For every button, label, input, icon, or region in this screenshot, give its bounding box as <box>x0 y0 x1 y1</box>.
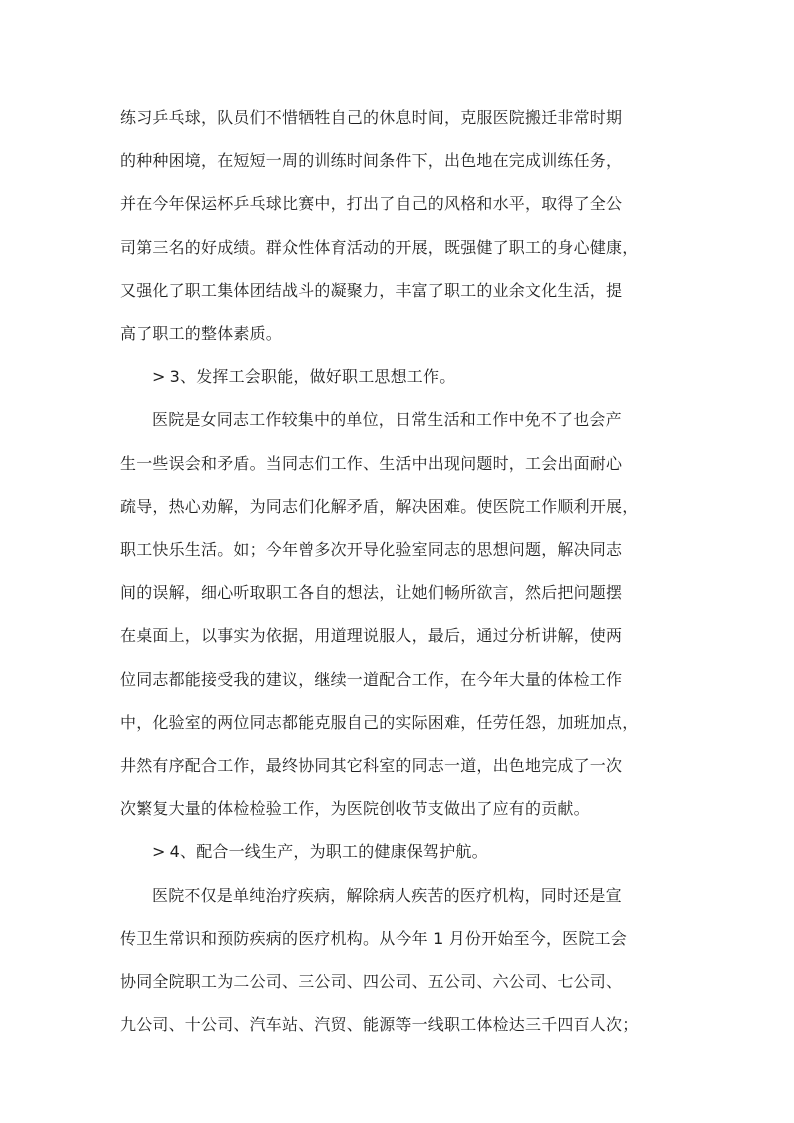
paragraph-frontline-health <box>120 874 676 1047</box>
paragraph-sports-activities <box>120 96 676 355</box>
text-line: 疏导，热心劝解，为同志们化解矛盾，解决困难。使医院工作顺利开展， <box>120 496 639 516</box>
document-body <box>120 96 676 1046</box>
text-line: 又强化了职工集体团结战斗的凝聚力，丰富了职工的业余文化生活，提 <box>120 280 623 300</box>
paragraph-ideological-work <box>120 398 676 830</box>
section-heading-3 <box>120 355 676 398</box>
heading-marker: > <box>152 367 166 387</box>
text-line: 生一些误会和矛盾。当同志们工作、生活中出现问题时，工会出面耐心 <box>120 453 623 473</box>
heading-marker: > <box>152 842 166 862</box>
text-line: 的种种困境，在短短一周的训练时间条件下，出色地在完成训练任务， <box>120 151 623 171</box>
text-line: 医院不仅是单纯治疗疾病，解除病人疾苦的医疗机构，同时还是宣 <box>152 885 622 905</box>
text-line: 练习乒乓球，队员们不惜牺牲自己的休息时间，克服医院搬迁非常时期 <box>120 108 623 127</box>
text-line: 高了职工的整体素质。 <box>120 324 283 344</box>
text-line: 九公司、十公司、汽车站、汽贸、能源等一线职工体检达三千四百人次； <box>120 1015 639 1035</box>
text-line: 职工快乐生活。如；今年曾多次开导化验室同志的思想问题，解决同志 <box>120 540 623 560</box>
text-line: 医院是女同志工作较集中的单位，日常生活和工作中免不了也会产 <box>152 410 622 430</box>
text-line: 井然有序配合工作，最终协同其它科室的同志一道，出色地完成了一次 <box>120 756 623 776</box>
text-line: 在桌面上，以事实为依据，用道理说服人，最后，通过分析讲解，使两 <box>120 626 623 646</box>
heading-text: 3、发挥工会职能，做好职工思想工作。 <box>169 367 456 387</box>
text-line: 中，化验室的两位同志都能克服自己的实际困难，任劳任怨，加班加点， <box>120 712 639 732</box>
text-line: 协同全院职工为二公司、三公司、四公司、五公司、六公司、七公司、 <box>120 972 623 992</box>
text-line: 间的误解，细心听取职工各自的想法，让她们畅所欲言，然后把问题摆 <box>120 583 623 603</box>
text-line: 位同志都能接受我的建议，继续一道配合工作，在今年大量的体检工作 <box>120 669 623 689</box>
heading-text: 4、配合一线生产，为职工的健康保驾护航。 <box>169 842 488 862</box>
section-heading-4 <box>120 830 676 873</box>
text-line: 次繁复大量的体检检验工作，为医院创收节支做出了应有的贡献。 <box>120 799 590 819</box>
text-line: 并在今年保运杯乒乓球比赛中，打出了自己的风格和水平，取得了全公 <box>120 194 623 214</box>
text-line: 传卫生常识和预防疾病的医疗机构。从今年 1 月份开始至今，医院工会 <box>120 928 627 948</box>
text-line: 司第三名的好成绩。群众性体育活动的开展，既强健了职工的身心健康， <box>120 237 639 257</box>
